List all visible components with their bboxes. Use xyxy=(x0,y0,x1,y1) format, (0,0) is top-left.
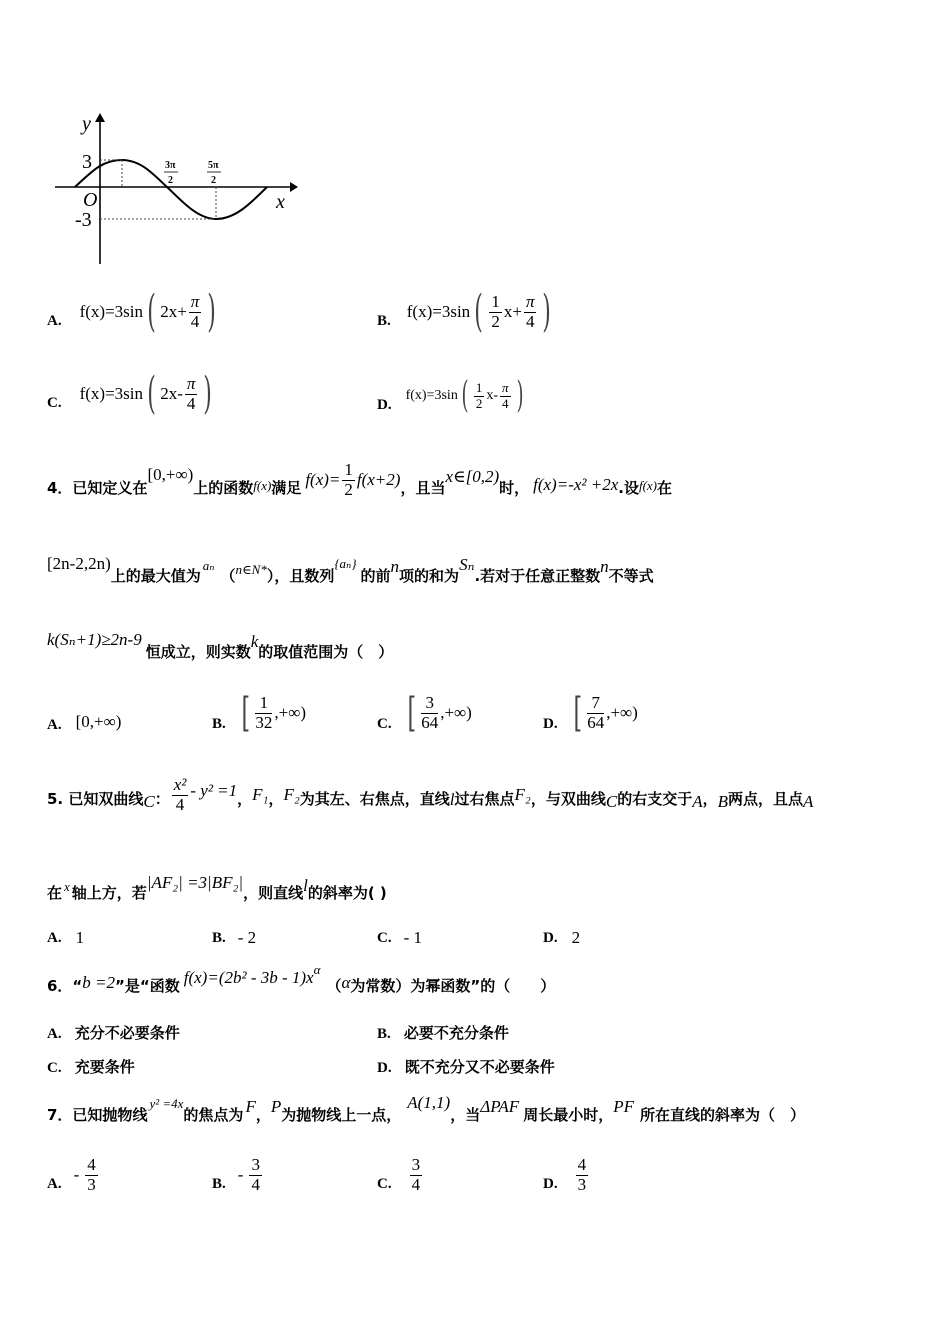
sine-graph xyxy=(45,108,300,270)
q4-option-a[interactable]: A. [0,+∞) xyxy=(47,712,122,733)
tick1-den: 2 xyxy=(168,175,173,186)
q4-stem-line1: 4．已知定义在 [0,+∞) 上的函数 f(x) 满足 f(x)= $\frac{1}{2}$ f(x+2) ，且当 x∈[0,2) 时， f(x)=-x² +2x .设 f(x) 在 xyxy=(47,459,673,499)
q5-option-a[interactable]: A. 1 xyxy=(47,928,85,947)
q4-option-c[interactable]: C. [ $\frac{3}{64}$ ,+∞) xyxy=(377,690,472,736)
q3-option-a[interactable]: A. f(x)=3sin ( 2x+ $\frac{\pi}{4}$ ) xyxy=(47,286,217,337)
tick2-den: 2 xyxy=(211,175,216,186)
x-axis-arrow xyxy=(290,182,298,192)
tick1-num: 3π xyxy=(165,160,176,171)
q4-stem-line2: [2n-2,2n) 上的最大值为 aₙ （ n∈N* ），且数列 {aₙ} 的前 n 项的和为 Sₙ .若对于任意正整数 n 不等式 xyxy=(47,554,654,585)
q5-option-b[interactable]: B. - 2 xyxy=(212,928,257,947)
q5-option-c[interactable]: C. - 1 xyxy=(377,928,423,947)
q7-stem: 7．已知抛物线 y² =4x 的焦点为 F ， P 为抛物线上一点， A(1,1) ，当 ΔPAF 周长最小时， PF 所在直线的斜率为（ ） xyxy=(47,1093,805,1124)
q3-option-b[interactable]: B. f(x)=3sin ( $\frac{1}{2}$ x+ $\frac{\pi}{4}$ ) xyxy=(377,286,552,337)
q7-option-b[interactable]: B. - $\frac{3}{4}$ xyxy=(212,1154,260,1194)
q5-option-d[interactable]: D. 2 xyxy=(543,928,581,947)
q3-option-c[interactable]: C. f(x)=3sin ( 2x- $\frac{\pi}{4}$ ) xyxy=(47,368,213,419)
y-max-label: 3 xyxy=(82,151,92,173)
q6-option-b[interactable]: B. 必要不充分条件 xyxy=(377,1024,509,1042)
q5-stem-line2: 在 x 轴上方，若 |AF₂| =3|BF₂| ，则直线 l 的斜率为( ) xyxy=(47,873,387,902)
q3-option-d[interactable]: D. f(x)=3sin ( $\frac{1}{2}$ x- $\frac{\pi}{4}$ ) xyxy=(377,375,524,416)
q5-stem-line1: 5. 已知双曲线 C ： $\frac{\text{x²}}{4}$ - y² =1 ， F₁ ， F₂ 为其左、右焦点，直线 l 过右焦点 F₂ ，与双曲线 C 的右支交于 A ， B 两点，且点 A xyxy=(47,774,814,814)
tick2-num: 5π xyxy=(208,160,219,171)
origin-label: O xyxy=(83,189,98,211)
q6-option-d[interactable]: D. 既不充分又不必要条件 xyxy=(377,1058,555,1076)
x-label: x xyxy=(276,191,285,213)
y-min-label: -3 xyxy=(75,209,92,231)
q4-stem-line3: k(Sₙ+1)≥2n-9 恒成立，则实数 k 的取值范围为（ ） xyxy=(47,630,394,661)
y-label: y xyxy=(82,113,91,135)
q4-option-b[interactable]: B. [ $\frac{1}{32}$ ,+∞) xyxy=(212,690,306,736)
q6-option-c[interactable]: C. 充要条件 xyxy=(47,1058,135,1076)
q7-option-c[interactable]: C. $\frac{3}{4}$ xyxy=(377,1154,421,1194)
q6-stem: 6．“ b =2 ”是“函数 f(x)=(2b² - 3b - 1)x α （ α 为常数）为幂函数”的（ ） xyxy=(47,962,556,995)
q7-option-d[interactable]: D. $\frac{4}{3}$ xyxy=(543,1154,587,1194)
q4-option-d[interactable]: D. [ $\frac{7}{64}$ ,+∞) xyxy=(543,690,638,736)
q7-option-a[interactable]: A. - $\frac{4}{3}$ xyxy=(47,1154,96,1194)
q6-option-a[interactable]: A. 充分不必要条件 xyxy=(47,1024,180,1042)
y-axis-arrow xyxy=(95,113,105,122)
